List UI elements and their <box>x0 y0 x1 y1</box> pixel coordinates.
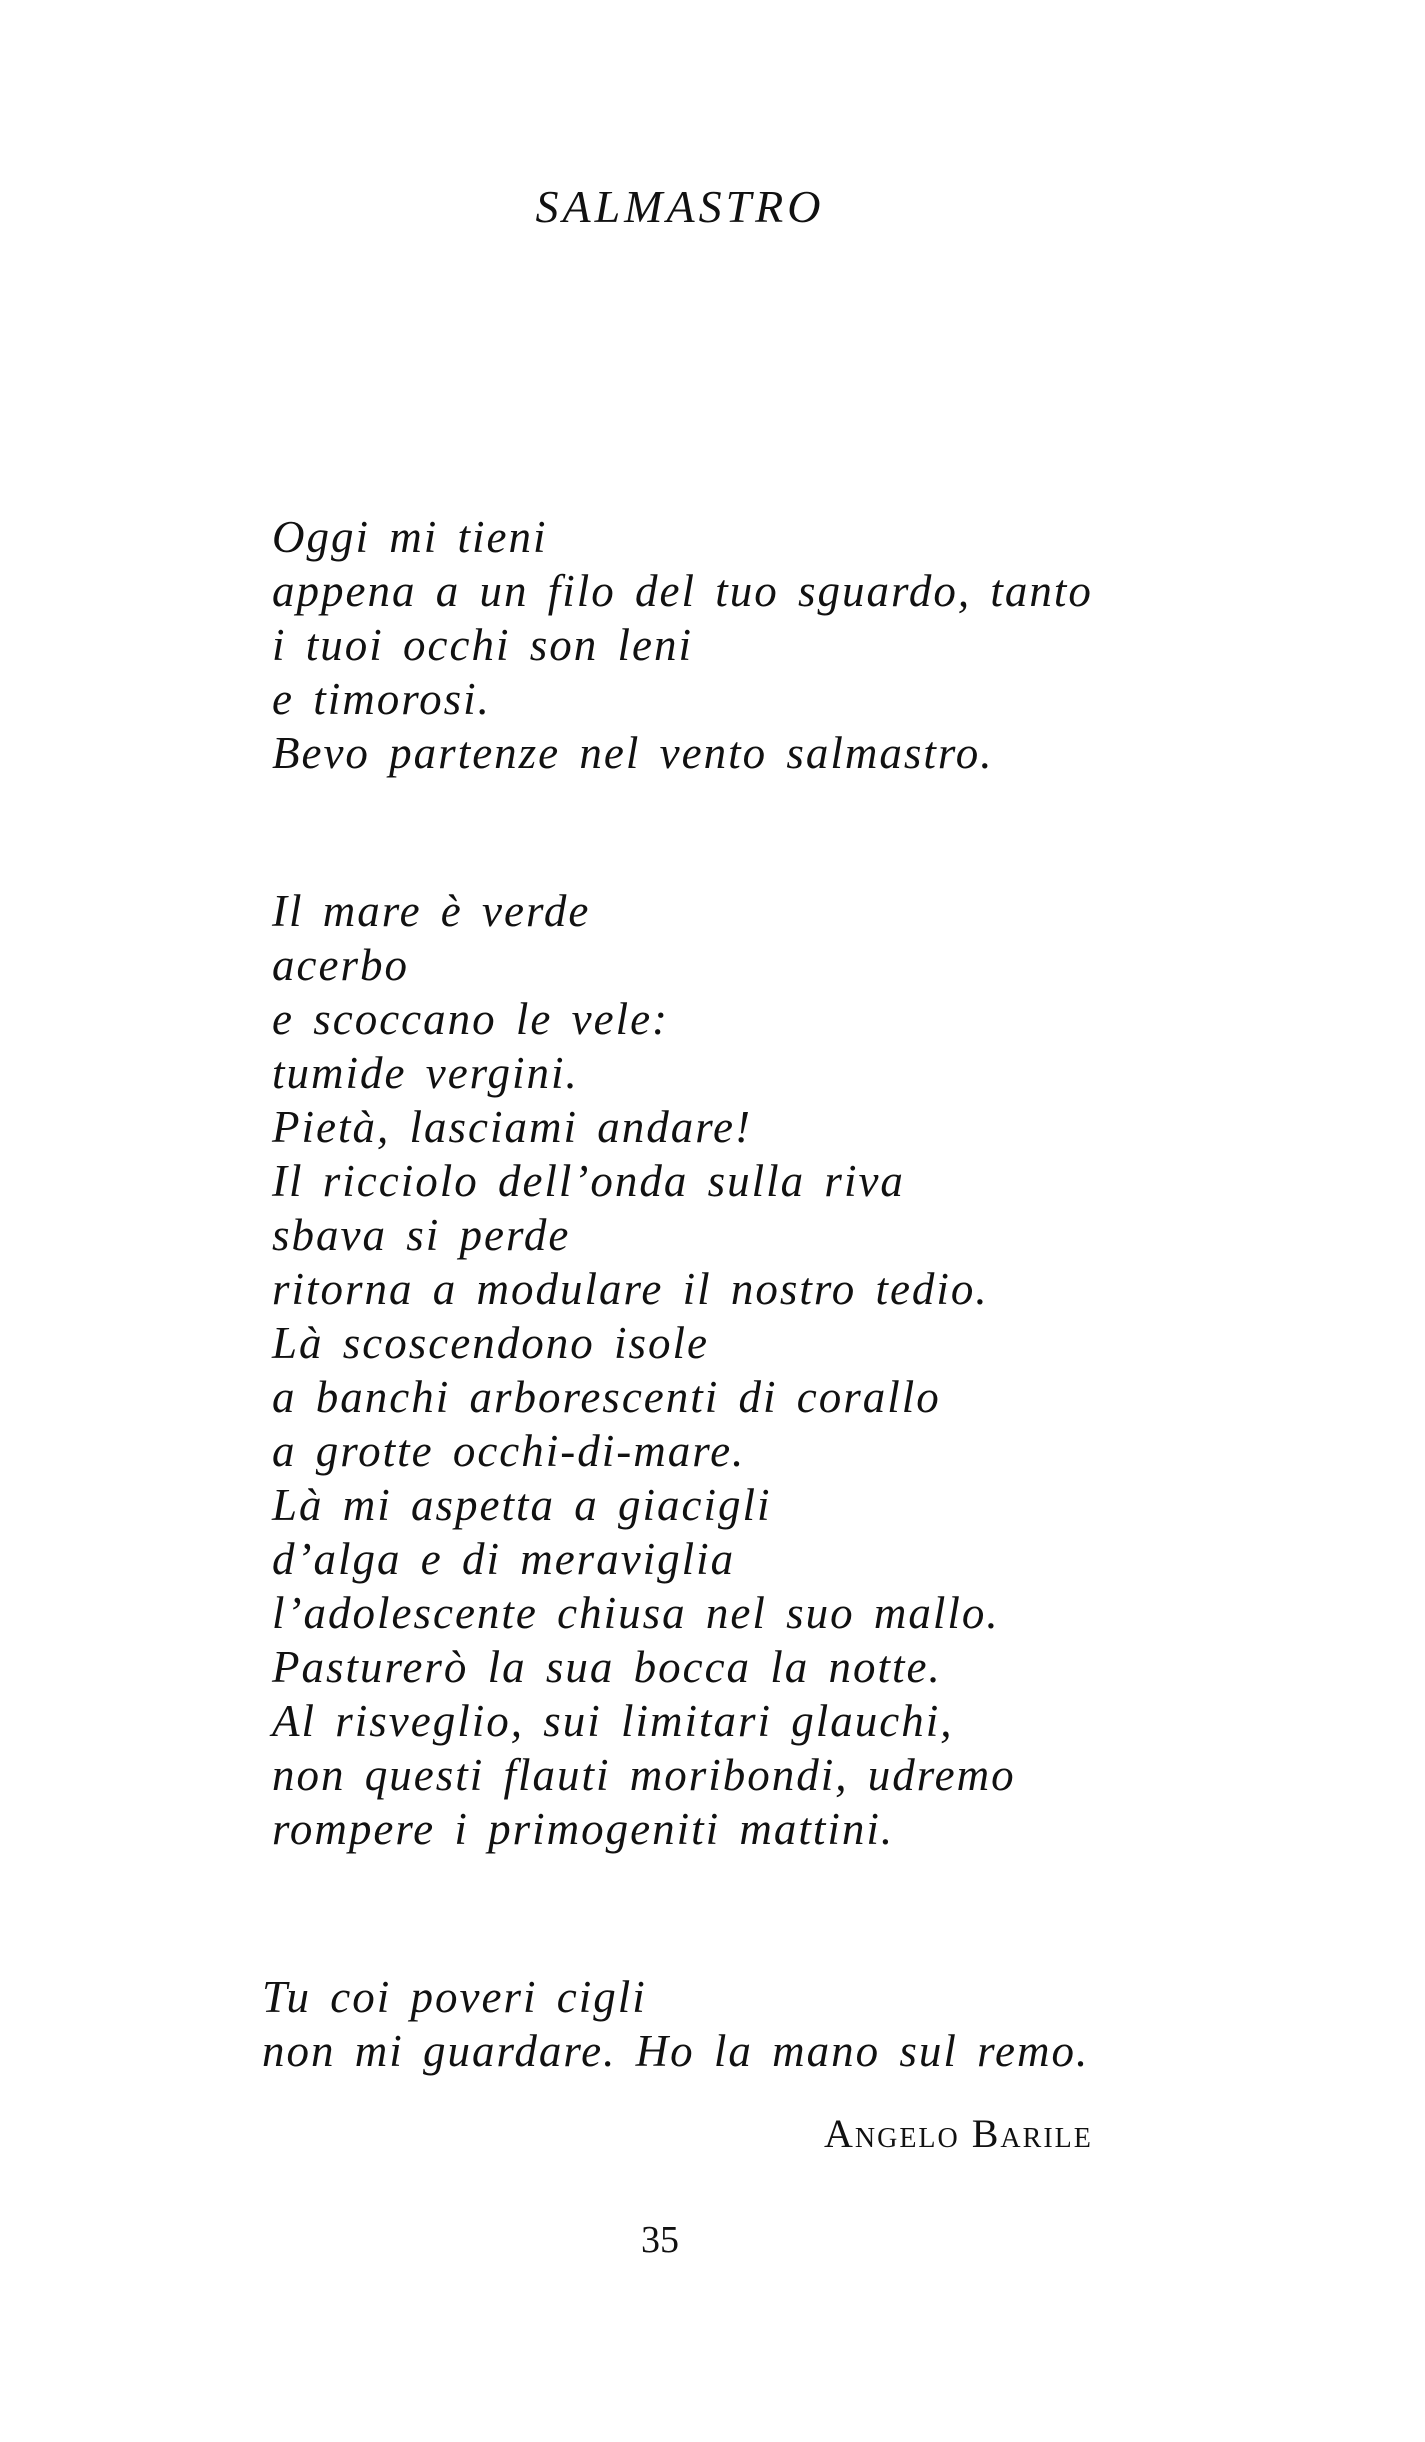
poem-line: a banchi arborescenti di corallo <box>272 1372 941 1422</box>
poem-line: Là mi aspetta a giacigli <box>272 1480 772 1530</box>
poem-line: acerbo <box>272 940 409 990</box>
poem-line: Il mare è verde <box>272 886 591 936</box>
stanza <box>272 884 1016 1856</box>
poem-line: d’alga e di meraviglia <box>272 1534 736 1584</box>
poem-line: e timorosi. <box>272 674 491 724</box>
poem-line: Là scoscendono isole <box>272 1318 709 1368</box>
poem-line: i tuoi occhi son leni <box>272 620 693 670</box>
poem-line: a grotte occhi-di-mare. <box>272 1426 746 1476</box>
poem-line: Pietà, lasciami andare! <box>272 1102 753 1152</box>
author-name: Angelo Barile <box>824 2111 1093 2156</box>
poem-line: sbava si perde <box>272 1210 571 1260</box>
poem-line: Oggi mi tieni <box>272 512 548 562</box>
poem-line: rompere i primogeniti mattini. <box>272 1804 895 1854</box>
poem-line: Pasturerò la sua bocca la notte. <box>272 1642 942 1692</box>
poem-line: Bevo partenze nel vento salmastro. <box>272 728 994 778</box>
poem-line: non questi flauti moribondi, udremo <box>272 1750 1016 1800</box>
stanza <box>272 510 1093 780</box>
poem-line: tumide vergini. <box>272 1048 579 1098</box>
poem-line: Tu coi poveri cigli <box>262 1972 647 2022</box>
poem-line: l’adolescente chiusa nel suo mallo. <box>272 1588 1000 1638</box>
page-number: 35 <box>641 2219 679 2261</box>
poem-line: Il ricciolo dell’onda sulla riva <box>272 1156 905 1206</box>
poem-line: Al risveglio, sui limitari glauchi, <box>272 1696 954 1746</box>
poem-title: SALMASTRO <box>535 181 825 232</box>
poem-line: ritorna a modulare il nostro tedio. <box>272 1264 989 1314</box>
poem-line: e scoccano le vele: <box>272 994 670 1044</box>
poem-line: appena a un filo del tuo sguardo, tanto <box>272 566 1093 616</box>
poem-line: non mi guardare. Ho la mano sul remo. <box>262 2026 1090 2076</box>
stanza <box>262 1970 1089 2078</box>
